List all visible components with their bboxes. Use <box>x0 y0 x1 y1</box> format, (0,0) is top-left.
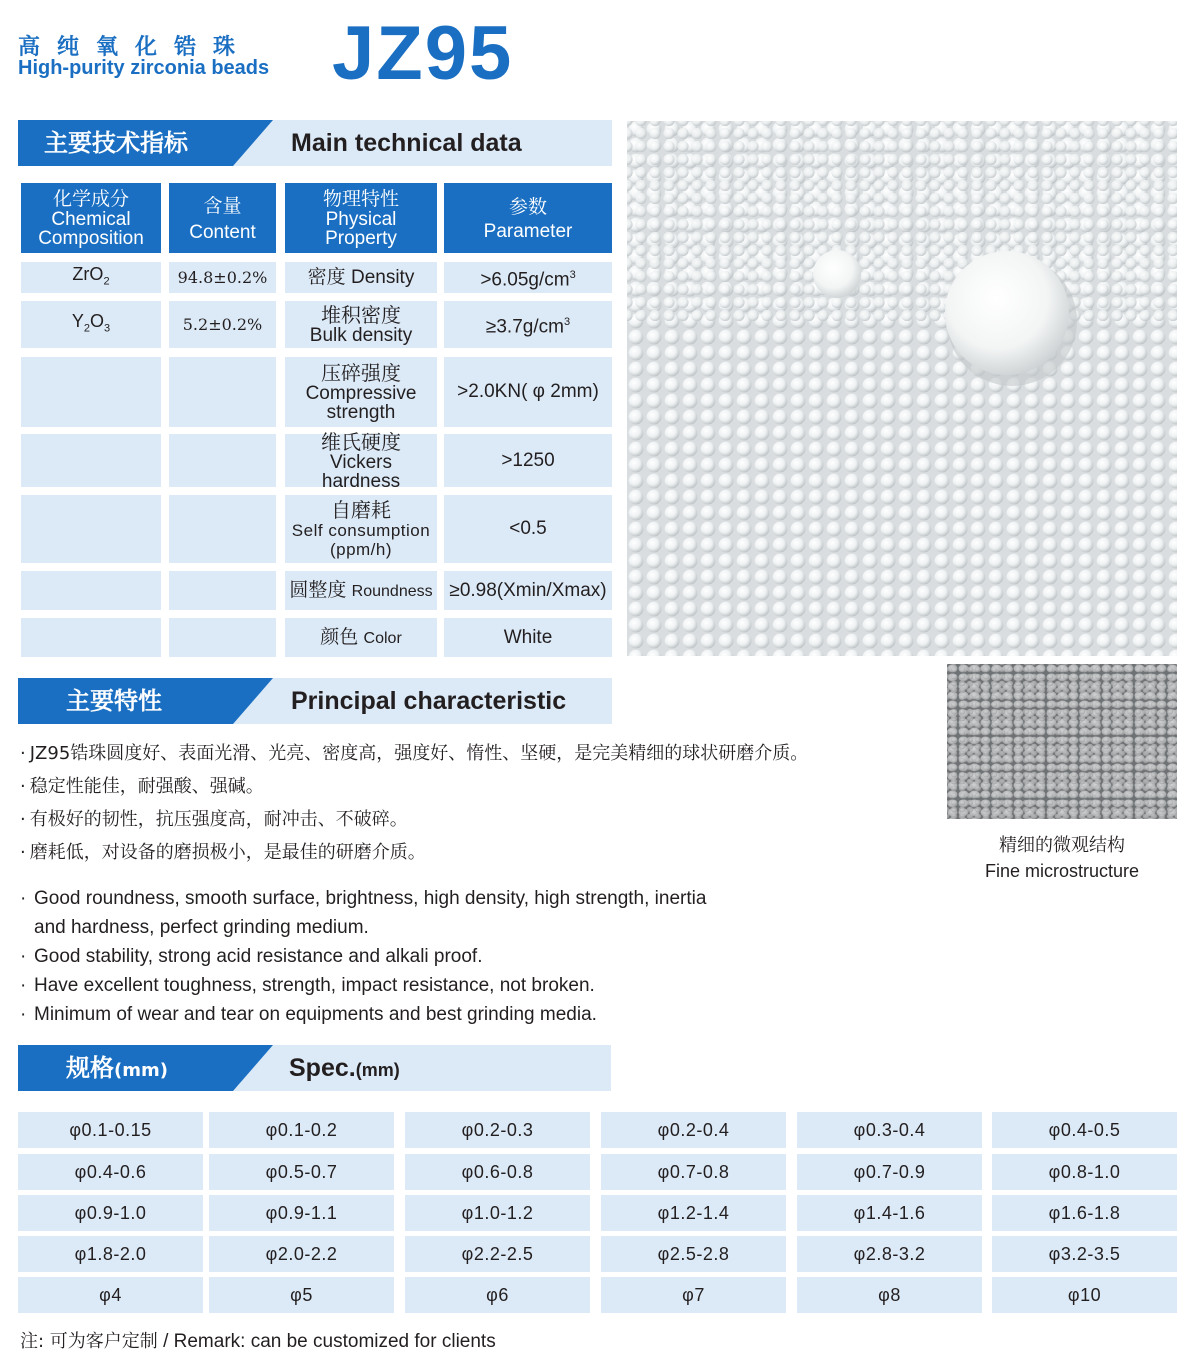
section-title-en: Main technical data <box>291 129 522 157</box>
spec-size-cell: φ1.8-2.0 <box>18 1236 203 1272</box>
formula-oxygen: O <box>89 263 104 284</box>
characteristic-cn-text: 磨耗低，对设备的磨损极小，是最佳的研磨介质。 <box>29 842 426 863</box>
content-value: 94.8±0.2% <box>177 267 268 287</box>
characteristic-en-item <box>20 942 720 971</box>
parameter-cell <box>444 571 612 610</box>
parameter-cell <box>444 357 612 427</box>
title-chinese: 高纯氧化锆珠 <box>18 35 253 60</box>
header-composition <box>21 183 161 253</box>
spec-size-cell: φ7 <box>601 1277 786 1313</box>
spec-size-cell: φ2.5-2.8 <box>601 1236 786 1272</box>
section-bar-spec <box>18 1045 611 1091</box>
header-parameter-cn: 参数 <box>508 195 547 218</box>
section-bar-technical <box>18 120 612 166</box>
parameter-unit-exponent: 3 <box>569 268 576 281</box>
spec-unit-en: (mm) <box>355 1060 400 1080</box>
property-cell <box>285 618 437 657</box>
parameter-value <box>457 383 599 401</box>
parameter-text: White <box>503 626 553 648</box>
header-parameter-en: Parameter <box>483 220 573 242</box>
spec-size-cell: φ1.2-1.4 <box>601 1195 786 1231</box>
property-label-en: Bulk density <box>309 325 413 346</box>
characteristics-cn-list <box>20 741 808 873</box>
property-label-cn: 颜色 <box>320 625 359 648</box>
header-content-en: Content <box>189 221 256 243</box>
parameter-value <box>449 579 607 601</box>
spec-size-cell: φ8 <box>797 1277 982 1313</box>
spec-size-cell: φ0.6-0.8 <box>405 1154 590 1190</box>
microstructure-caption-en: Fine microstructure <box>984 861 1140 881</box>
bullet: · <box>20 809 26 830</box>
chemical-formula <box>72 265 109 291</box>
composition-cell <box>21 301 161 348</box>
parameter-text: <0.5 <box>509 518 547 539</box>
content-value: 5.2±0.2% <box>182 314 263 334</box>
bullet: · <box>20 842 26 863</box>
characteristic-cn-text: 稳定性能佳，耐强酸、强碱。 <box>29 776 264 797</box>
spec-size-cell: φ2.0-2.2 <box>209 1236 394 1272</box>
header-property-en: Physical Property <box>325 209 397 249</box>
property-cell <box>285 262 437 293</box>
property-label-cn: 压碎强度 <box>321 361 401 385</box>
section-title-en <box>289 1045 400 1091</box>
characteristic-cn-item <box>20 840 808 873</box>
microstructure-caption-cn: 精细的微观结构 <box>999 835 1125 856</box>
property-label <box>320 625 402 648</box>
spec-size-cell: φ2.8-3.2 <box>797 1236 982 1272</box>
parameter-text: ≥0.98(Xmin/Xmax) <box>449 579 607 601</box>
characteristic-en-text: Good roundness, smooth surface, brightness, high density, high strength, inertia and hardness, perfect grinding medium. <box>34 888 707 938</box>
bullet: · <box>20 743 26 764</box>
parameter-cell <box>444 262 612 293</box>
spec-size-cell: φ0.7-0.8 <box>601 1154 786 1190</box>
characteristic-cn-item <box>20 741 808 774</box>
composition-cell <box>21 571 161 610</box>
microstructure-illustration <box>947 664 1177 819</box>
spec-title-en: Spec. <box>289 1054 356 1082</box>
property-label <box>289 578 433 601</box>
property-label-cn: 维氏硬度 <box>321 429 401 454</box>
content-cell <box>169 434 276 487</box>
characteristic-cn-text: JZ95锆珠圆度好、表面光滑、光亮、密度高，强度好、惰性、坚硬，是完美精细的球状研磨介质。 <box>29 743 809 764</box>
bullet: · <box>20 946 27 967</box>
spec-size-cell: φ0.2-0.4 <box>601 1112 786 1148</box>
remark <box>20 1327 496 1353</box>
spec-size-cell: φ10 <box>992 1277 1177 1313</box>
property-cell <box>285 429 437 492</box>
header-content-cn: 含量 <box>203 194 242 217</box>
spec-size-cell: φ0.8-1.0 <box>992 1154 1177 1190</box>
spec-size-cell: φ0.4-0.5 <box>992 1112 1177 1148</box>
parameter-text: ≥3.7g/cm <box>485 316 564 338</box>
formula-subscript: 2 <box>83 322 90 335</box>
microstructure-photo <box>947 664 1177 819</box>
content-cell <box>169 262 276 293</box>
property-label-cn: 堆积密度 <box>321 303 401 327</box>
parameter-value <box>503 626 553 648</box>
formula-oxygen: O <box>90 310 105 331</box>
characteristic-en-text: Good stability, strong acid resistance and alkali proof. <box>34 946 483 967</box>
spec-size-cell: φ0.9-1.1 <box>209 1195 394 1231</box>
property-label-cn: 自磨耗 <box>331 498 391 522</box>
property-label-en: Roundness <box>351 582 433 600</box>
parameter-cell <box>444 618 612 657</box>
property-cell <box>285 495 437 563</box>
characteristic-cn-item <box>20 774 808 807</box>
spec-unit-cn: (mm) <box>114 1060 168 1081</box>
parameter-unit-exponent: 3 <box>563 315 571 328</box>
property-cell <box>285 571 437 610</box>
characteristic-en-item <box>20 884 720 942</box>
property-label-cn: 密度 <box>307 266 346 288</box>
spec-size-cell: φ2.2-2.5 <box>405 1236 590 1272</box>
characteristics-en-list <box>20 884 720 1029</box>
remark-en: / Remark: can be customized for clients <box>157 1331 496 1352</box>
spec-size-cell: φ1.6-1.8 <box>992 1195 1177 1231</box>
header-parameter <box>444 183 612 253</box>
parameter-text: >6.05g/cm <box>480 269 570 291</box>
parameter-cell <box>444 434 612 487</box>
bullet: · <box>20 1004 27 1025</box>
characteristic-en-item <box>20 971 720 1000</box>
section-title-cn: 主要技术指标 <box>44 129 188 157</box>
spec-size-cell: φ1.4-1.6 <box>797 1195 982 1231</box>
header-property-cn: 物理特性 <box>322 188 399 210</box>
parameter-value <box>480 266 575 289</box>
characteristic-en-item <box>20 1000 720 1029</box>
content-cell <box>169 571 276 610</box>
property-cell <box>285 301 437 348</box>
formula-subscript: 3 <box>104 322 111 335</box>
spec-size-cell: φ0.5-0.7 <box>209 1154 394 1190</box>
parameter-cell <box>444 495 612 563</box>
composition-cell <box>21 357 161 427</box>
property-label-en: Compressive strength <box>305 383 417 423</box>
characteristic-en-text: Have excellent toughness, strength, impact resistance, not broken. <box>34 975 595 996</box>
parameter-text: >2.0KN( φ 2mm) <box>457 381 599 402</box>
spec-size-cell: φ0.1-0.15 <box>18 1112 203 1148</box>
property-cell <box>285 357 437 427</box>
parameter-value <box>501 449 555 471</box>
beads-illustration <box>627 121 1177 656</box>
parameter-value <box>486 313 570 336</box>
model-name: JZ95 <box>332 11 514 96</box>
spec-size-cell: φ5 <box>209 1277 394 1313</box>
property-label-en: Self consumption (ppm/h) <box>291 521 431 559</box>
section-title-en: Principal characteristic <box>291 687 567 715</box>
section-bar-characteristic <box>18 678 612 724</box>
property-label-cn: 圆整度 <box>289 578 347 601</box>
beads-photo <box>627 121 1177 656</box>
formula-subscript: 2 <box>103 275 110 288</box>
spec-size-cell: φ3.2-3.5 <box>992 1236 1177 1272</box>
property-label-en: Color <box>363 629 402 647</box>
property-label-en: Vickers hardness <box>321 451 401 492</box>
characteristic-cn-text: 有极好的韧性，抗压强度高，耐冲击、不破碎。 <box>29 809 408 830</box>
header-property <box>285 183 437 253</box>
header-composition-cn: 化学成分 <box>52 188 129 210</box>
content-cell <box>169 618 276 657</box>
content-cell <box>169 357 276 427</box>
header-content <box>169 183 276 253</box>
parameter-text: >1250 <box>501 449 555 471</box>
chemical-formula <box>72 312 110 338</box>
composition-cell <box>21 618 161 657</box>
property-label <box>308 268 415 287</box>
remark-cn: 注: 可为客户定制 <box>20 1331 158 1352</box>
composition-cell <box>21 434 161 487</box>
composition-cell <box>21 262 161 293</box>
formula-element: Zr <box>72 263 90 284</box>
title-english: High-purity zirconia beads <box>18 57 270 79</box>
bullet: · <box>20 975 27 996</box>
spec-size-cell: φ0.9-1.0 <box>18 1195 203 1231</box>
bullet: · <box>20 888 27 909</box>
characteristic-cn-item <box>20 807 808 840</box>
property-label-en: Density <box>350 267 415 288</box>
parameter-cell <box>444 301 612 348</box>
content-cell <box>169 301 276 348</box>
header-composition-en: Chemical Composition <box>38 209 144 249</box>
parameter-value <box>509 520 547 538</box>
characteristic-en-text: Minimum of wear and tear on equipments and best grinding media. <box>34 1004 597 1025</box>
section-title-cn: 主要特性 <box>66 687 162 715</box>
spec-size-cell: φ0.1-0.2 <box>209 1112 394 1148</box>
spec-size-cell: φ4 <box>18 1277 203 1313</box>
spec-title-cn: 规格 <box>66 1054 114 1082</box>
content-cell <box>169 495 276 563</box>
section-title-cn <box>66 1045 168 1091</box>
spec-size-cell: φ6 <box>405 1277 590 1313</box>
spec-size-cell: φ0.4-0.6 <box>18 1154 203 1190</box>
spec-size-cell: φ0.2-0.3 <box>405 1112 590 1148</box>
formula-element: Y <box>71 310 84 331</box>
spec-size-cell: φ1.0-1.2 <box>405 1195 590 1231</box>
spec-size-cell: φ0.7-0.9 <box>797 1154 982 1190</box>
bullet: · <box>20 776 26 797</box>
composition-cell <box>21 495 161 563</box>
spec-size-cell: φ0.3-0.4 <box>797 1112 982 1148</box>
